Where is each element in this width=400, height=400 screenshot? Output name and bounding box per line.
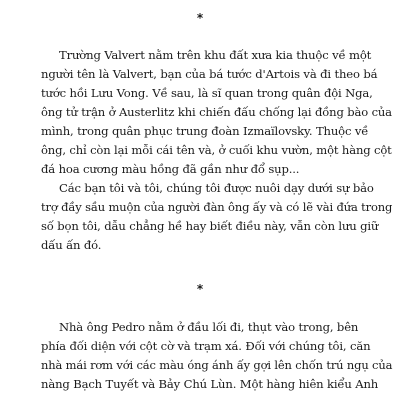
text-line: ông, chỉ còn lại mỗi cái tên và, ở cuối khu vườn, một hàng cột [41,143,392,157]
text-line: số bọn tôi, dẫu chẳng hề hay biết điều này, vẫn còn lưu giữ [41,219,379,233]
text-line: Nhà ông Pedro nằm ở đầu lối đi, thụt vào trong, bên [59,320,359,334]
text-line: người tên là Valvert, bạn của bá tước d'Artois và đi theo bá [41,67,378,81]
text-line: ông tử trận ở Austerlitz khi chiến đấu chống lại đồng bào của [41,105,392,119]
text-line: phía đối diện với cột cờ và trạm xá. Đối với chúng tôi, căn [41,339,371,353]
text-line: Trường Valvert nằm trên khu đất xưa kia thuộc về một [59,48,372,62]
text-line: tước hồi Lưu Vong. Về sau, là sĩ quan trong quân đội Nga, [41,86,373,100]
text-line: nàng Bạch Tuyết và Bảy Chú Lùn. Một hàng hiên kiểu Anh [41,377,379,391]
text-line: dấu ấn đó. [41,238,102,252]
text-line: Các bạn tôi và tôi, chúng tôi được nuôi dạy dưới sự bảo [59,181,374,195]
section-separator: * [196,11,204,25]
section-separator: * [196,282,204,296]
text-line: đá hoa cương màu hồng đã gần như đổ sụp... [41,162,300,176]
text-line: trợ đầy sầu muộn của người đàn ông ấy và có lẽ vài đứa trong [41,200,393,214]
text-line: mình, trong quân phục trung đoàn Izmaïlovsky. Thuộc về [41,124,369,138]
text-line: nhà mái rơm với các màu óng ánh ấy gợi lên chốn trú ngụ của [41,358,393,372]
